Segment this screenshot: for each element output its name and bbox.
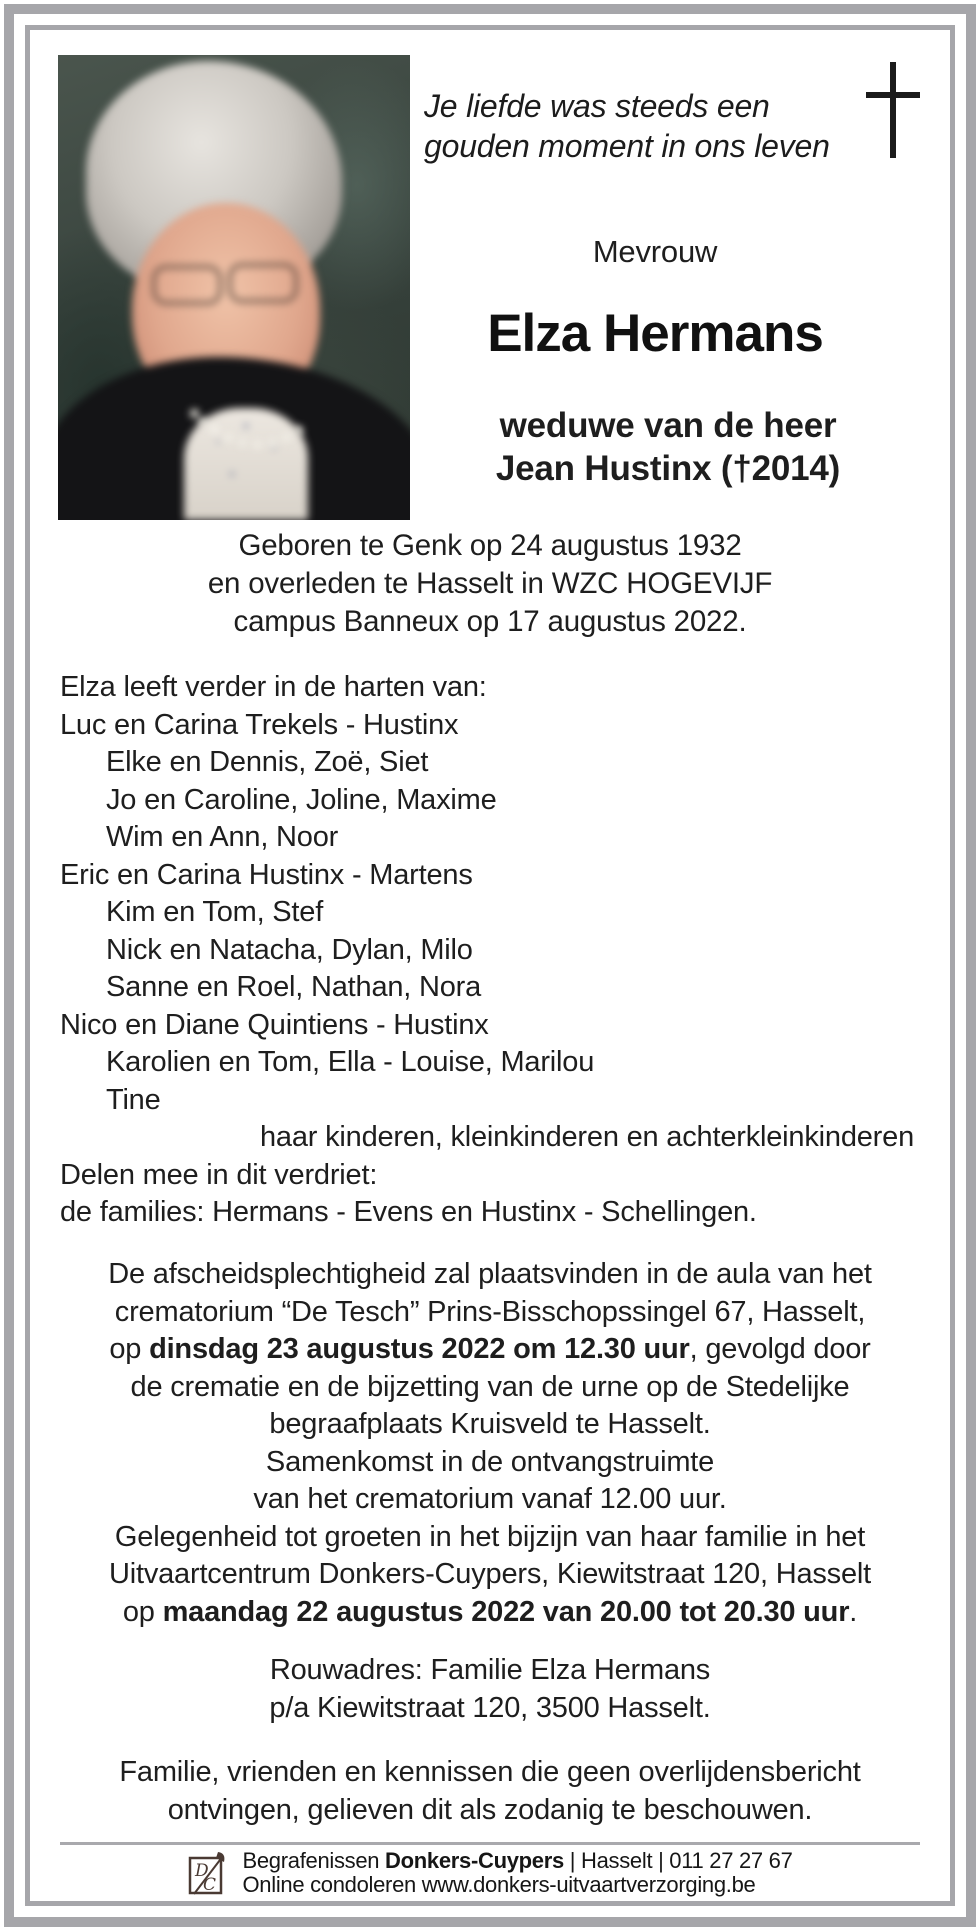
widow-line: Jean Hustinx (†2014) [495,449,841,488]
family-member-line: Luc en Carina Trekels - Hustinx [60,708,459,741]
birth-death-line: Geboren te Genk op 24 augustus 1932 [238,529,742,562]
funeral-home-line [242,1849,792,1873]
family-member-line: Sanne en Roel, Nathan, Nora [106,971,482,1003]
ceremony-line [45,1594,935,1632]
ceremony-line [45,1444,935,1482]
family-member-line: Karolien en Tom, Ella - Louise, Marilou [106,1046,595,1078]
text-segment: de crematie en de bijzetting van de urne op de Stedelijke [130,1370,850,1403]
birth-death-line: en overleden te Hasselt in WZC HOGEVIJF [207,567,773,600]
family-member-line: Kim en Tom, Stef [106,896,324,928]
family-block [60,669,920,1232]
ceremony-line [45,1556,935,1594]
memorial-quote [424,86,830,166]
cross-horizontal-bar [866,92,920,98]
grief-lines [60,1157,920,1232]
ceremony-line [45,1481,935,1519]
salutation: Mevrouw [592,234,718,269]
glasses-icon [228,263,298,303]
family-member-line: Elke en Dennis, Zoë, Siet [106,746,429,778]
family-member-list [60,707,920,1120]
notice-block [30,1753,950,1829]
ceremony-line [45,1256,935,1294]
bold-text-segment: Donkers-Cuypers [385,1848,564,1873]
widow-line: weduwe van de heer [499,406,837,445]
text-segment: Gelegenheid tot groeten in het bijzijn van haar familie in het [114,1520,866,1553]
mourning-address-line: p/a Kiewitstraat 120, 3500 Hasselt. [269,1692,711,1724]
ceremony-line [45,1331,935,1369]
logo-letter-d: D [195,1861,209,1881]
text-segment: op [122,1595,163,1628]
pearl-necklace-shape [210,425,219,434]
text-segment: crematorium “De Tesch” Prins-Bisschopssingel 67, Hasselt, [114,1295,866,1328]
grief-line: Delen mee in dit verdriet: [60,1158,378,1191]
glasses-icon [152,265,222,305]
text-segment: De afscheidsplechtigheid zal plaatsvinden in de aula van het [108,1258,872,1290]
bold-text-segment: dinsdag 23 augustus 2022 om 12.30 uur [149,1333,690,1365]
family-member-line: Wim en Ann, Noor [106,821,339,853]
birth-death-line: campus Banneux op 17 augustus 2022. [233,605,747,638]
bold-text-segment: maandag 22 augustus 2022 van 20.00 tot 20.30 uur [162,1595,850,1628]
funeral-home-footer [0,1849,980,1897]
logo-letter-c: C [203,1875,217,1895]
funeral-home-text [242,1849,792,1896]
quote-line: Je liefde was steeds een [424,88,770,124]
text-segment: . [849,1595,858,1628]
cross-vertical-bar [890,62,896,158]
family-member-line: Nick en Natacha, Dylan, Milo [106,933,473,966]
family-closing-line: haar kinderen, kleinkinderen en achterkleinkinderen [260,1121,914,1153]
family-intro: Elza leeft verder in de harten van: [60,671,487,703]
footer-divider [60,1842,920,1845]
family-member-line: Nico en Diane Quintiens - Hustinx [60,1008,489,1041]
notice-line: ontvingen, gelieven dit als zodanig te beschouwen. [167,1794,813,1826]
text-segment: begraafplaats Kruisveld te Hasselt. [269,1408,711,1440]
funeral-home-logo-icon [187,1849,229,1897]
family-member-line: Tine [106,1083,161,1116]
notice-line: Familie, vrienden en kennissen die geen overlijdensbericht [119,1756,861,1788]
ceremony-line [45,1294,935,1332]
text-segment: van het crematorium vanaf 12.00 uur. [253,1483,727,1515]
ceremony-block [45,1256,935,1631]
widow-of-lines [400,404,936,490]
ceremony-line [45,1406,935,1444]
text-segment: , gevolgd door [689,1333,871,1365]
mourning-address-line: Rouwadres: Familie Elza Hermans [269,1654,711,1686]
text-segment: op [109,1333,150,1365]
birth-death-block [30,527,950,641]
portrait-photo [58,55,410,520]
text-segment: Uitvaartcentrum Donkers-Cuypers, Kiewitstraat 120, Hasselt [108,1558,871,1590]
family-member-line: Eric en Carina Hustinx - Martens [60,858,473,891]
deceased-name: Elza Hermans [487,304,823,363]
family-member-line: Jo en Caroline, Joline, Maxime [106,783,497,816]
text-segment: Samenkomst in de ontvangstruimte [265,1445,715,1478]
online-condolence-line: Online condoleren www.donkers-uitvaartverzorging.be [242,1871,756,1897]
ceremony-line [45,1519,935,1557]
mourning-address-block [30,1651,950,1727]
text-segment: | Hasselt | 011 27 27 67 [563,1848,793,1873]
ceremony-line [45,1369,935,1407]
grief-line: de families: Hermans - Evens en Hustinx - Schellingen. [60,1196,757,1228]
photo-blouse-shape [184,408,308,520]
text-segment: Begrafenissen [242,1848,386,1873]
quote-line: gouden moment in ons leven [424,128,830,164]
